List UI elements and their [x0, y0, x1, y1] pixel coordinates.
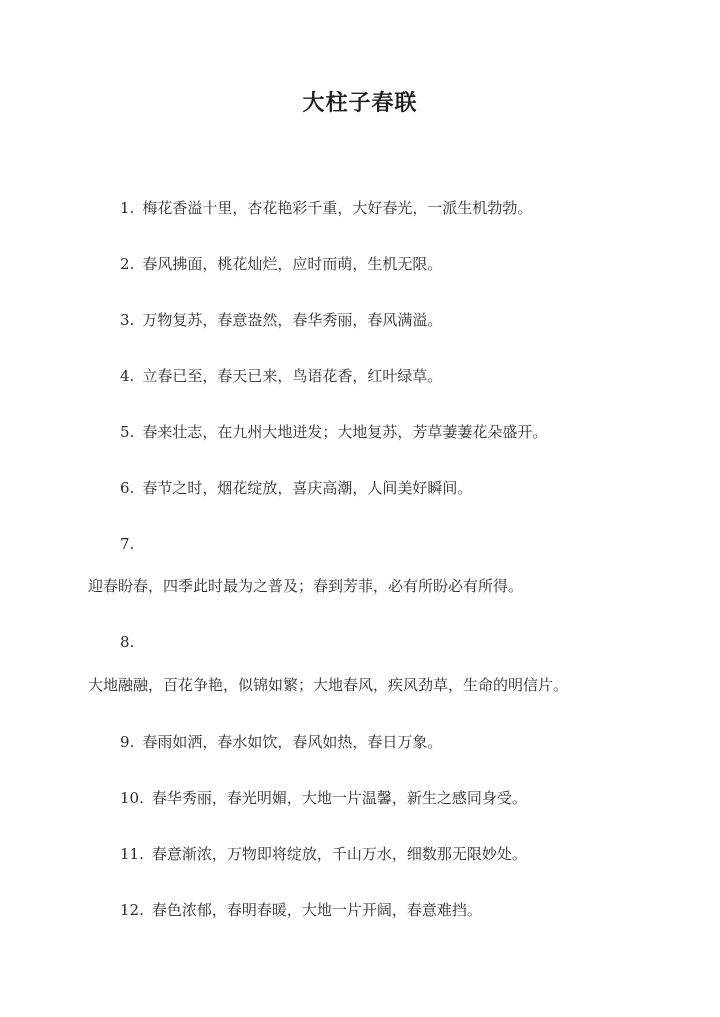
item-text: 大地融融，百花争艳，似锦如繁；大地春风，疾风劲草，生命的明信片。	[88, 676, 569, 694]
item-text: 春风拂面，桃花灿烂，应时而萌，生机无限。	[142, 255, 443, 273]
item-number: 4.	[120, 367, 135, 385]
list-item-text-wrapped	[88, 576, 523, 596]
item-text: 春色浓郁，春明春暖，大地一片开阔，春意难挡。	[151, 901, 482, 919]
list-item	[120, 844, 527, 864]
list-item	[120, 900, 482, 920]
item-number: 2.	[120, 255, 135, 273]
page-title: 大柱子春联	[302, 90, 418, 116]
item-number: 5.	[120, 423, 135, 441]
list-item-number-only	[120, 534, 142, 554]
item-number: 12.	[120, 901, 144, 919]
list-item	[120, 310, 442, 330]
item-text: 春节之时，烟花绽放，喜庆高潮，人间美好瞬间。	[142, 479, 473, 497]
item-text: 梅花香溢十里，杏花艳彩千重，大好春光，一派生机勃勃。	[142, 199, 533, 217]
item-text: 春华秀丽，春光明媚，大地一片温馨，新生之感同身受。	[151, 789, 527, 807]
item-number: 9.	[120, 733, 135, 751]
list-item	[120, 422, 547, 442]
item-text: 春来壮志，在九州大地迸发；大地复苏，芳草萋萋花朵盛开。	[142, 423, 548, 441]
item-number: 11.	[120, 845, 144, 863]
list-item	[120, 198, 532, 218]
item-number: 8.	[120, 633, 135, 651]
list-item	[120, 254, 442, 274]
item-text: 春雨如洒，春水如饮，春风如热，春日万象。	[142, 733, 443, 751]
list-item	[120, 478, 472, 498]
item-number: 7.	[120, 535, 135, 553]
list-item	[120, 366, 442, 386]
item-text: 迎春盼春，四季此时最为之普及；春到芳菲，必有所盼必有所得。	[88, 577, 524, 595]
item-text: 春意渐浓，万物即将绽放，千山万水，细数那无限妙处。	[151, 845, 527, 863]
list-item-text-wrapped	[88, 675, 568, 695]
item-number: 3.	[120, 311, 135, 329]
list-item	[120, 732, 442, 752]
item-number: 10.	[120, 789, 144, 807]
list-item-number-only	[120, 632, 142, 652]
item-number: 6.	[120, 479, 135, 497]
item-text: 万物复苏，春意盎然，春华秀丽，春风满溢。	[142, 311, 443, 329]
list-item	[120, 788, 527, 808]
item-number: 1.	[120, 199, 135, 217]
item-text: 立春已至，春天已来，鸟语花香，红叶绿草。	[142, 367, 443, 385]
